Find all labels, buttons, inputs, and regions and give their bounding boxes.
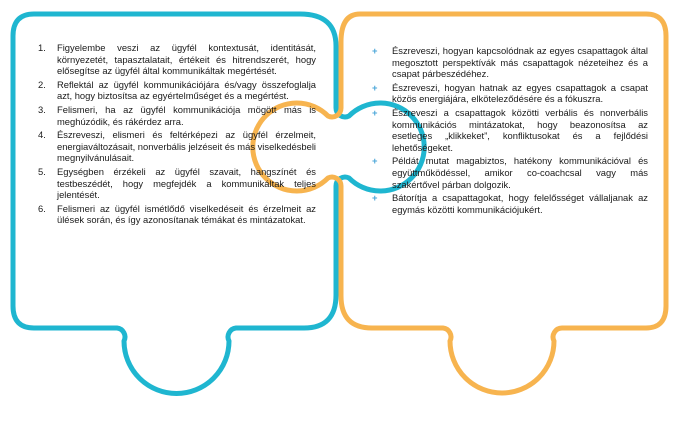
- list-item-text: Észreveszi, hogyan hatnak az egyes csapattagok a csapat közös energiájára, elköteleződésére és a fókuszra.: [392, 81, 648, 105]
- list-item: [372, 82, 648, 105]
- list-item: [372, 107, 648, 153]
- list-item: [38, 104, 316, 127]
- left-list-panel: [38, 42, 316, 228]
- bullet-list: [372, 45, 648, 215]
- list-item-number: 3.: [38, 103, 46, 115]
- list-item-number: 1.: [38, 42, 46, 53]
- list-item: [38, 79, 316, 102]
- list-item-text: Felismeri az ügyfél ismétlődő viselkedéseit és érzelmeit az ülések során, és így azonosítanak témákat és mintázatokat.: [57, 202, 316, 226]
- list-item-text: Bátorítja a csapattagokat, hogy felelősséget vállaljanak az egymás közötti kommunikációjukért.: [392, 192, 648, 215]
- list-item-text: Felismeri, ha az ügyfél kommunikációja mögött más is meghúzódik, és rákérdez arra.: [57, 103, 316, 127]
- plus-bullet-icon: +: [372, 106, 378, 118]
- numbered-list: [38, 42, 316, 226]
- list-item-text: Észreveszi a csapattagok közötti verbális és nonverbális kommunikációs mintázatokat, hogy beazonosítsa az esetleges „klikkeket”, konfliktusokat és a fejlődési lehetőségeket.: [392, 106, 648, 153]
- plus-bullet-icon: +: [372, 81, 378, 93]
- list-item-number: 6.: [38, 202, 46, 214]
- plus-bullet-icon: +: [372, 155, 378, 167]
- list-item-text: Egységben érzékeli az ügyfél szavait, hangszínét és testbeszédét, hogy megfejdék a kommunikáltak teljes jelentését.: [57, 165, 316, 201]
- plus-bullet-icon: +: [372, 45, 378, 56]
- list-item-text: Figyelembe veszi az ügyfél kontextusát, identitását, környezetét, tapasztalatait, értékeit és hitrendszerét, hogy elősegítse az ügyfél által kommunikáltak megértését.: [57, 42, 316, 77]
- list-item: [38, 129, 316, 164]
- list-item: [372, 155, 648, 190]
- list-item: [38, 166, 316, 201]
- list-item: [372, 192, 648, 215]
- right-list-panel: [372, 45, 648, 217]
- list-item-text: Reflektál az ügyfél kommunikációjára és/vagy összefoglalja azt, hogy biztosítsa az egyértelműséget és a megértést.: [57, 78, 316, 102]
- list-item: [38, 42, 316, 77]
- list-item-number: 4.: [38, 129, 46, 141]
- plus-bullet-icon: +: [372, 192, 378, 204]
- list-item-text: Példát mutat magabiztos, hatékony kommunikációval és együttműködéssel, amikor co-coachcsal vagy más szakértővel párban dolgozik.: [392, 155, 648, 190]
- list-item-number: 5.: [38, 165, 46, 177]
- list-item-number: 2.: [38, 78, 46, 90]
- list-item-text: Észreveszi, hogyan kapcsolódnak az egyes csapattagok által megosztott perspektívák más csapattagok nézeteihez és a csapat párbeszédéhez.: [392, 45, 648, 80]
- list-item-text: Észreveszi, elismeri és feltérképezi az ügyfél érzelmeit, energiaváltozásait, nonverbális jelzéseit és más viselkedésbeli megnyilvánulásait.: [57, 129, 316, 164]
- list-item: [38, 203, 316, 226]
- list-item: [372, 45, 648, 80]
